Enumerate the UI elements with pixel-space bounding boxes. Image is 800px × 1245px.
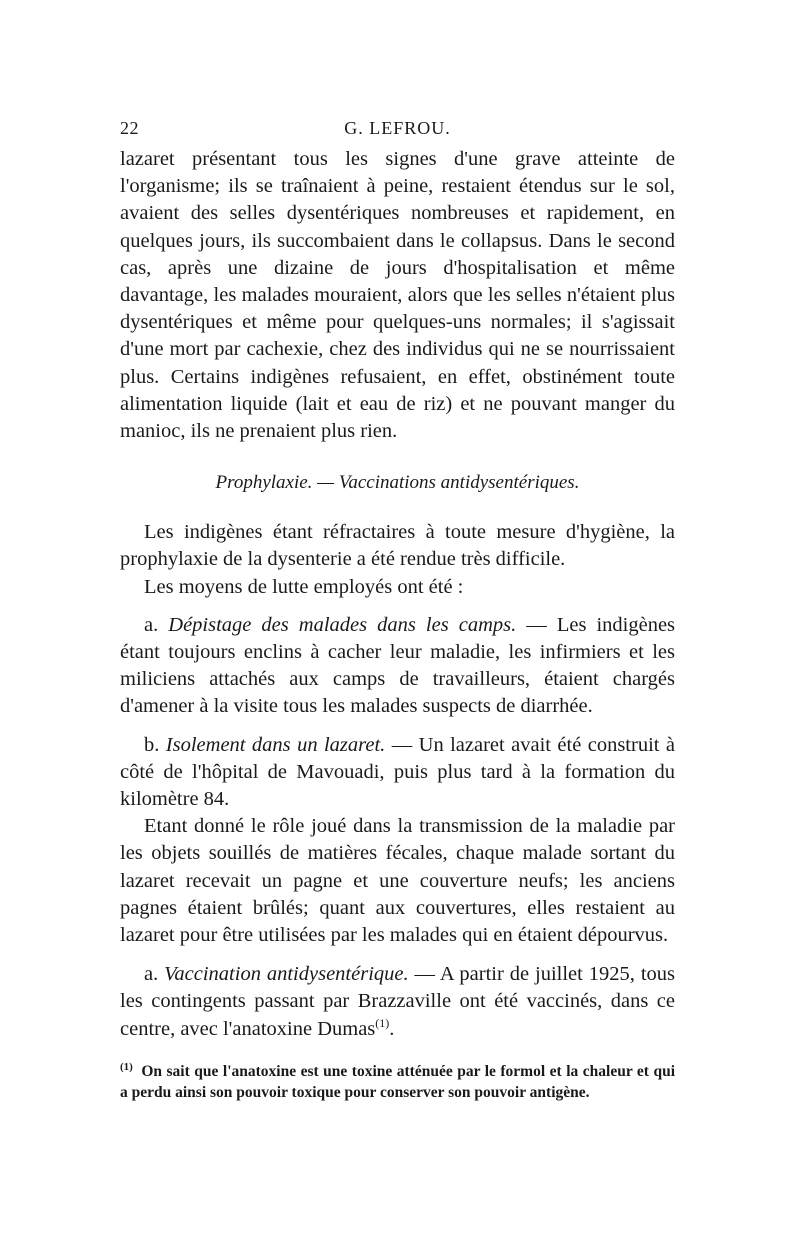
item-b-text: — Un lazaret avait été construit à côté de l'hôpital de Mavouadi, puis plus tard à la formation du kilomètre 84. [120,733,675,811]
running-head [120,112,675,146]
running-head-author: G. LEFROU. [344,118,451,138]
item-b-label: b. [144,733,160,756]
item-b-title: Isolement dans un lazaret. [165,733,386,756]
paragraph-means-intro: Les moyens de lutte employés ont été : [144,575,464,598]
item-a-text: — Les indigènes étant toujours enclins à cacher leur maladie, les infirmiers et les miliciens attachés aux camps de travailleurs, étaient chargés d'amener à la visite tous les malades suspects de diarrhée. [120,613,676,718]
item-b-isolation [120,732,675,814]
item-vaccination-title: Vaccination antidysentérique. [164,963,409,986]
footnote [120,1057,675,1103]
item-vaccination-text: — A partir de juillet 1925, tous les contingents passant par Brazzaville ont été vaccinés, dans ce centre, avec l'anatoxine Dumas [120,963,675,1040]
item-vaccination [120,961,675,1043]
book-page [120,112,675,1103]
paragraph-hygiene: Les indigènes étant réfractaires à toute mesure d'hygiène, la prophylaxie de la dysenterie a été rendue très difficile. [120,521,675,571]
item-vaccination-label: a. [144,963,159,986]
footnote-reference: (1) [375,1015,390,1030]
section-title: Prophylaxie. — Vaccinations antidysentériques. [215,472,580,494]
item-vaccination-end: . [389,1017,395,1040]
footnote-mark: (1) [120,1060,133,1073]
page-number: 22 [120,118,139,138]
paragraph-lazaret-mortality: lazaret présentant tous les signes d'une grave atteinte de l'organisme; ils se traînaient à peine, restaient étendus sur le sol, avaient des selles dysentériques nombreuses et rapidement, en quelques jours, ils succombaient dans le collapsus. Dans le second cas, après une dizaine de jours d'hospitalisation et même davantage, les malades mouraient, alors que les selles n'étaient plus dysentériques et même pour quelques-uns normales; il s'agissait d'une mort par cachexie, chez des individus qui ne se nourrissaient plus. Certains indigènes refusaient, en effet, obstinément toute alimentation liquide (lait et eau de riz) et ne pouvant manger du manioc, ils ne prenaient plus rien. [120,148,675,443]
item-a-label: a. [144,613,159,636]
item-a-screening [120,612,675,721]
paragraph-soiled-objects: Etant donné le rôle joué dans la transmission de la maladie par les objets souillés de matières fécales, chaque malade sortant du lazaret recevait un pagne et une couverture neufs; les anciens pagnes étaient brûlés; quant aux couvertures, elles restaient au lazaret pour être utilisées par les malades qui en étaient dépourvus. [120,815,675,947]
footnote-text: On sait que l'anatoxine est une toxine atténuée par le formol et la chaleur et qui a perdu ainsi son pouvoir toxique pour conserver son pouvoir antigène. [120,1063,676,1101]
item-a-title: Dépistage des malades dans les camps. [168,613,517,636]
